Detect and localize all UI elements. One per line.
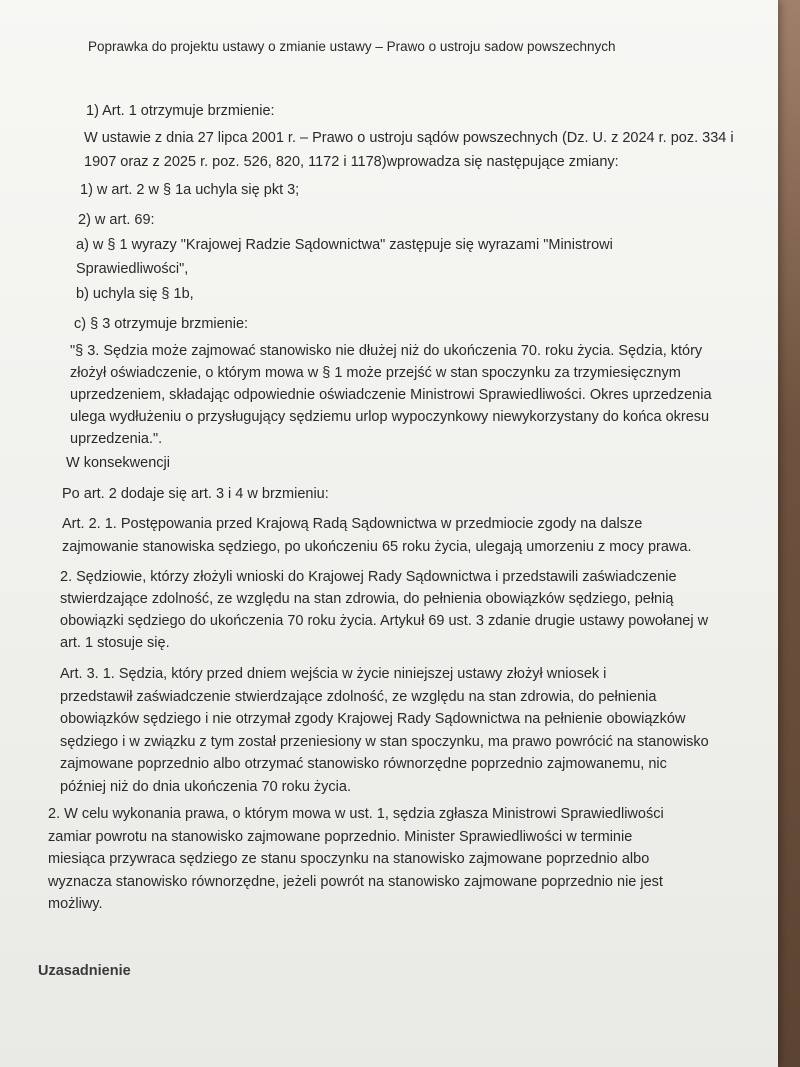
intro-line: 1907 oraz z 2025 r. poz. 526, 820, 1172 i 1178)wprowadza się następujące zmiany: [84,154,619,170]
art2-section1 [62,513,722,559]
art1-heading: 1) Art. 1 otrzymuje brzmienie: [86,103,275,119]
art3-section1-line: później niż do dnia ukończenia 70 roku życia. [60,778,351,795]
paragraph-3-line: uprzedzenia.". [70,431,163,447]
change-2c: c) § 3 otrzymuje brzmienie: [74,316,249,332]
art2-section2-line: art. 1 stosuje się. [60,635,170,651]
art3-section2 [48,803,718,916]
paragraph-3-line: "§ 3. Sędzia może zajmować stanowisko nie dłużej niż do ukończenia 70. roku życia. Sędzia, który [70,343,703,359]
consequence-text: W konsekwencji [66,455,170,471]
art2-section2-line: 2. Sędziowie, którzy złożyli wnioski do Krajowej Rady Sądownictwa i przedstawili zaświadczenie [60,569,677,585]
art3-section1 [60,663,725,798]
justification-heading: Uzasadnienie [38,963,131,979]
art3-section1-line: sędziego i w związku z tym został przeniesiony w stan spoczynku, ma prawo powrócić na stanowisko [60,733,709,750]
paragraph-3-line: uprzedzeniem, składając odpowiednie oświadczenie Ministrowi Sprawiedliwości. Okres uprzedzenia [70,387,712,403]
change-1: 1) w art. 2 w § 1a uchyla się pkt 3; [80,182,300,198]
art2-section2-line: obowiązki sędziego do ukończenia 70 roku życia. Artykuł 69 ust. 3 zdanie drugie ustawy powołanej w [60,613,709,629]
change-2a-line: Sprawiedliwości", [76,261,189,277]
after-art2-text: Po art. 2 dodaje się art. 3 i 4 w brzmieniu: [62,486,329,502]
intro-line: W ustawie z dnia 27 lipca 2001 r. – Prawo o ustroju sądów powszechnych (Dz. U. z 2024 r. poz. 334 i [84,130,734,146]
art3-section1-line: Art. 3. 1. Sędzia, który przed dniem wejścia w życie niniejszej ustawy złożył wniosek i [60,666,607,682]
change-2a-line: a) w § 1 wyrazy "Krajowej Radzie Sądownictwa" zastępuje się wyrazami "Ministrowi [76,237,613,253]
art2-section1-line: Art. 2. 1. Postępowania przed Krajową Radą Sądownictwa w przedmiocie zgody na dalsze [62,516,643,532]
document-title: Poprawka do projektu ustawy o zmianie ustawy – Prawo o ustroju sadow powszechnych [88,39,616,54]
change-2a [76,233,676,281]
art3-section2-line: miesiąca przywraca sędziego ze stanu spoczynku na stanowisko zajmowane poprzednio albo [48,851,650,867]
paragraph-3-line: złożył oświadczenie, o którym mowa w § 1 może przejść w stan spoczynku za trzymiesięcznym [70,365,681,381]
art3-section2-line: 2. W celu wykonania prawa, o którym mowa w ust. 1, sędzia zgłasza Ministrowi Sprawiedliwości [48,806,664,822]
paragraph-3-text [70,340,710,450]
desk-edge [778,0,800,1067]
art3-section1-line: zajmowane poprzednio albo otrzymać stanowisko równorzędne poprzednio zajmowanemu, nic [60,756,667,772]
art3-section1-line: przedstawił zaświadczenie stwierdzające zdolność, ze względu na stan zdrowia, do pełnienia [60,688,657,705]
art3-section2-line: wyznacza stanowisko równorzędne, jeżeli powrót na stanowisko zajmowane poprzednio nie jest [48,873,663,890]
art3-section2-line: zamiar powrotu na stanowisko zajmowane poprzednio. Minister Sprawiedliwości w terminie [48,828,633,845]
art3-section2-line: możliwy. [48,896,103,912]
art2-section2-line: stwierdzające zdolność, ze względu na stan zdrowia, do pełnienia obowiązków sędziego, pełnią [60,591,674,607]
art3-section1-line: obowiązków sędziego i nie otrzymał zgody Krajowej Rady Sądownictwa na pełnienie obowiązków [60,711,686,727]
paragraph-3-line: ulega wydłużeniu o przysługujący sędziemu urlop wypoczynkowy niewykorzystany do końca okresu [70,409,710,425]
intro-paragraph [84,126,734,174]
change-2: 2) w art. 69: [78,212,155,228]
art2-section2 [60,566,720,654]
art2-section1-line: zajmowanie stanowiska sędziego, po ukończeniu 65 roku życia, ulegają umorzeniu z mocy prawa. [62,539,692,555]
change-2b: b) uchyla się § 1b, [76,286,194,302]
